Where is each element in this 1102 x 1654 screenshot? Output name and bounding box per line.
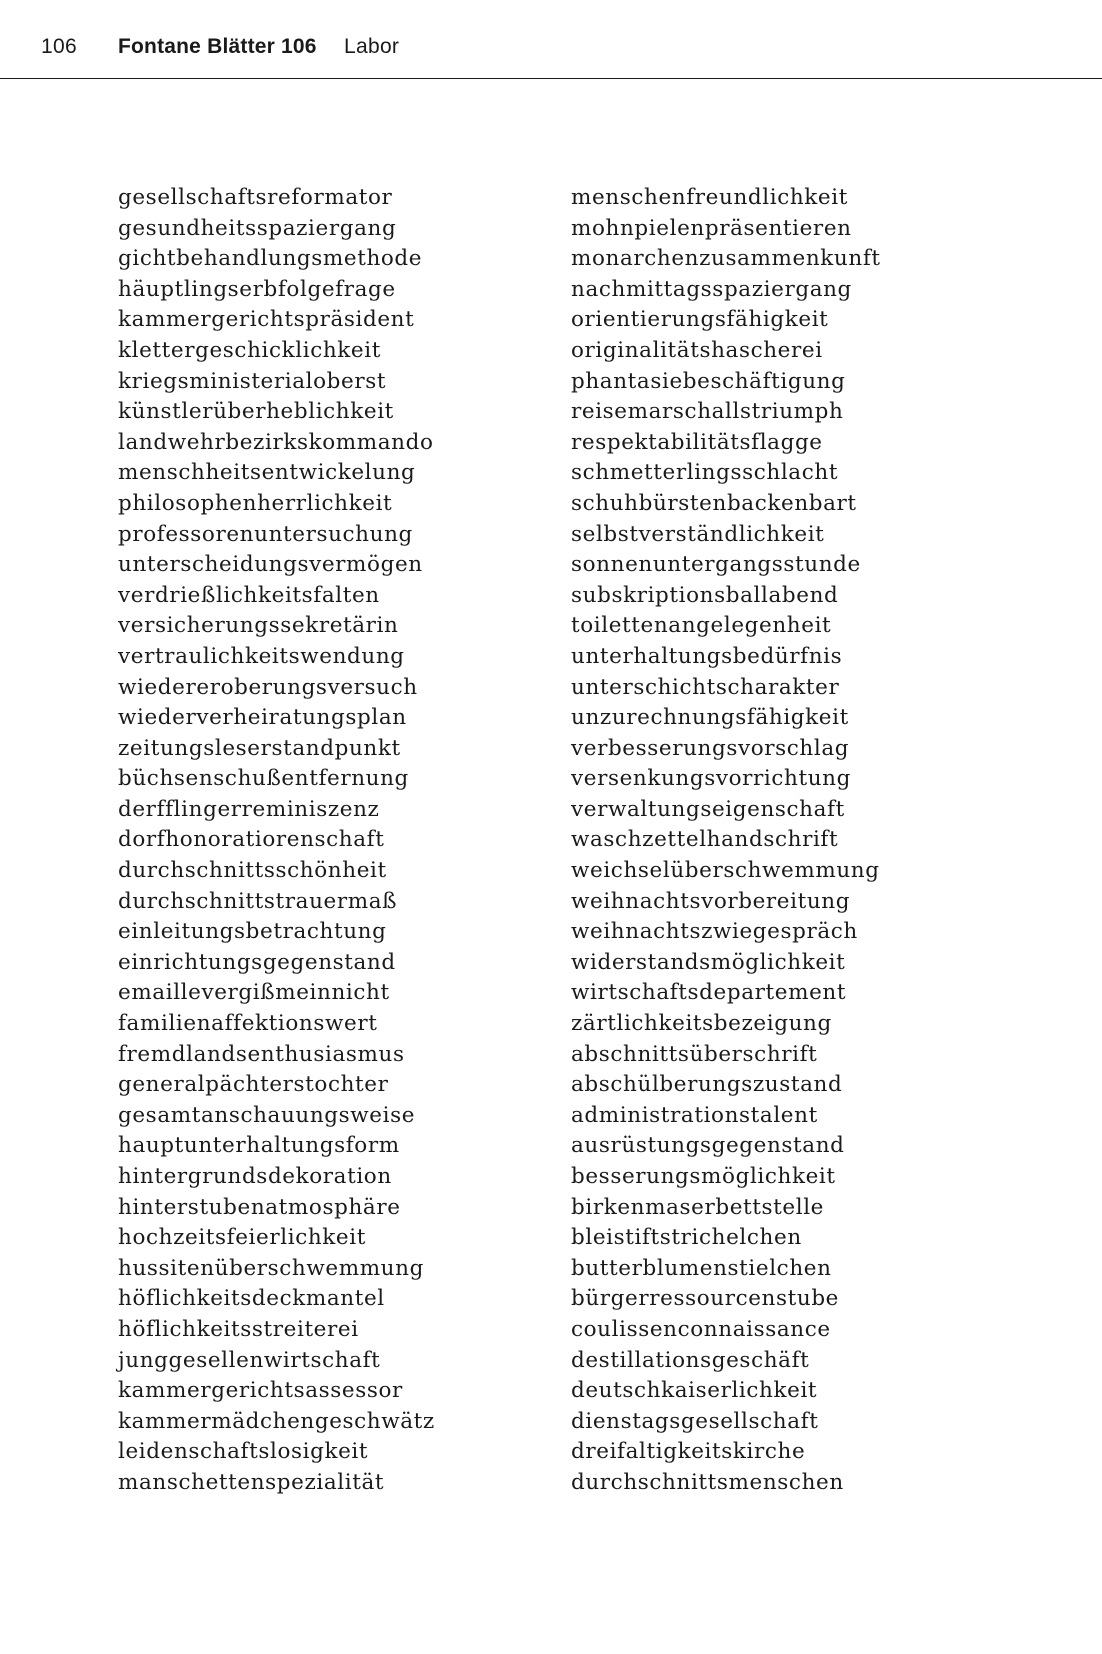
word-list-item: leidenschaftslosigkeit <box>118 1439 369 1465</box>
word-list-item: sonnenuntergangsstunde <box>571 552 861 578</box>
word-list-item: orientierungsfähigkeit <box>571 307 829 333</box>
word-list-item: einleitungsbetrachtung <box>118 919 387 945</box>
word-list-item: destillationsgeschäft <box>571 1347 810 1373</box>
word-list-item: verbesserungsvorschlag <box>571 735 850 761</box>
word-list-item: durchschnittstrauermaß <box>118 888 398 914</box>
word-list-item: verwaltungseigenschaft <box>571 796 845 822</box>
word-list-item: höflichkeitsdeckmantel <box>118 1286 385 1312</box>
word-list-item: dreifaltigkeitskirche <box>571 1439 806 1465</box>
word-list-item: abschülberungszustand <box>571 1072 843 1098</box>
word-list-item: wiederverheiratungsplan <box>118 705 407 731</box>
word-list-item: häuptlingserbfolgefrage <box>118 276 396 302</box>
word-list-item: gesamtanschauungsweise <box>118 1102 416 1128</box>
word-list-item: versicherungssekretärin <box>118 613 399 639</box>
word-list-item: zärtlichkeitsbezeigung <box>571 1011 832 1037</box>
journal-title: Fontane Blätter 106 <box>118 35 317 58</box>
word-list-item: weichselüberschwemmung <box>571 858 880 884</box>
word-list-item: ausrüstungsgegenstand <box>571 1133 845 1159</box>
word-list-item: besserungsmöglichkeit <box>571 1164 836 1189</box>
word-list-item: zeitungsleserstandpunkt <box>118 735 401 761</box>
word-list-item: dorfhonoratiorenschaft <box>118 827 385 853</box>
word-list-item: professorenuntersuchung <box>118 521 413 547</box>
word-list-item: höflichkeitsstreiterei <box>118 1316 359 1342</box>
word-list-item: schmetterlingsschlacht <box>571 460 839 486</box>
word-list-item: bürgerressourcenstube <box>571 1286 840 1312</box>
word-list-item: schuhbürstenbackenbart <box>571 490 857 516</box>
word-list-item: durchschnittsmenschen <box>571 1469 844 1495</box>
word-list-item: butterblumenstielchen <box>571 1255 832 1281</box>
word-list-item: landwehrbezirkskommando <box>118 429 434 455</box>
word-list-item: gesellschaftsreformator <box>118 185 393 210</box>
word-list-item: monarchenzusammenkunft <box>571 246 881 272</box>
word-list-item: derfflingerreminiszenz <box>118 796 380 822</box>
word-list-item: deutschkaiserlichkeit <box>571 1378 818 1404</box>
word-list-item: toilettenangelegenheit <box>571 613 832 639</box>
word-list-item: manschettenspezialität <box>118 1469 385 1495</box>
running-header <box>0 0 1102 79</box>
word-list-item: hintergrundsdekoration <box>118 1164 392 1189</box>
word-list-item: büchsenschußentfernung <box>118 766 409 792</box>
word-list-item: reisemarschallstriumph <box>571 399 844 425</box>
word-list-item: weihnachtsvorbereitung <box>571 888 851 914</box>
word-list-item: emaillevergißmeinnicht <box>118 980 390 1006</box>
word-list-item: gichtbehandlungsmethode <box>118 246 423 272</box>
word-list-item: junggesellenwirtschaft <box>118 1347 381 1373</box>
word-list-item: unterhaltungsbedürfnis <box>571 643 843 669</box>
word-list-item: selbstverständlichkeit <box>571 521 825 547</box>
word-list-item: coulissenconnaissance <box>571 1316 831 1342</box>
word-list-item: kammermädchengeschwätz <box>118 1408 435 1434</box>
word-list-item: wiedereroberungsversuch <box>118 674 418 700</box>
word-list-item: unterschichtscharakter <box>571 674 840 700</box>
word-list-item: künstlerüberheblichkeit <box>118 399 394 425</box>
word-list-item: versenkungsvorrichtung <box>571 766 851 792</box>
word-list-item: kammergerichtsassessor <box>118 1378 403 1404</box>
word-list-item: klettergeschicklichkeit <box>118 337 381 363</box>
word-list-item: menschheitsentwickelung <box>118 460 416 486</box>
word-list-item: birkenmaserbettstelle <box>571 1194 824 1220</box>
word-list-item: dienstagsgesellschaft <box>571 1408 819 1434</box>
word-list-item: verdrießlichkeitsfalten <box>118 582 380 608</box>
word-list-item: generalpächterstochter <box>118 1072 389 1098</box>
word-list-item: hochzeitsfeierlichkeit <box>118 1225 366 1251</box>
word-list-item: fremdlandsenthusiasmus <box>118 1041 405 1067</box>
word-list-item: hussitenüberschwemmung <box>118 1255 424 1281</box>
word-column-left <box>118 183 435 1499</box>
word-list-item: philosophenherrlichkeit <box>118 490 393 516</box>
page-number: 106 <box>41 35 77 58</box>
word-list-item: menschenfreundlichkeit <box>571 185 848 210</box>
word-list-item: waschzettelhandschrift <box>571 827 839 853</box>
word-list-item: nachmittagsspaziergang <box>571 276 852 302</box>
word-list-item: originalitätshascherei <box>571 337 823 363</box>
word-list-item: widerstandsmöglichkeit <box>571 949 846 975</box>
word-list-item: respektabilitätsflagge <box>571 429 823 455</box>
word-list-item: durchschnittsschönheit <box>118 858 387 884</box>
word-list-item: bleistiftstrichelchen <box>571 1225 802 1251</box>
word-list-item: familienaffektionswert <box>118 1011 378 1037</box>
word-list-item: administrationstalent <box>571 1102 818 1128</box>
word-list-item: gesundheitsspaziergang <box>118 215 397 241</box>
word-list-item: wirtschaftsdepartement <box>571 980 847 1006</box>
word-list-item: mohnpielenpräsentieren <box>571 215 852 241</box>
word-list-item: subskriptionsballabend <box>571 582 839 608</box>
word-list-item: unzurechnungsfähigkeit <box>571 705 849 731</box>
word-list-item: weihnachtszwiegespräch <box>571 919 858 945</box>
word-list-item: unterscheidungsvermögen <box>118 552 423 578</box>
word-list-item: abschnittsüberschrift <box>571 1041 818 1067</box>
word-list-item: kammergerichtspräsident <box>118 307 415 333</box>
word-list-item: kriegsministerialoberst <box>118 368 387 394</box>
word-column-right <box>571 183 881 1499</box>
section-name: Labor <box>344 35 400 58</box>
word-list-item: phantasiebeschäftigung <box>571 368 846 394</box>
word-list-item: hinterstubenatmosphäre <box>118 1194 401 1220</box>
word-list-item: hauptunterhaltungsform <box>118 1133 400 1159</box>
word-list-item: einrichtungsgegenstand <box>118 949 396 975</box>
word-list-item: vertraulichkeitswendung <box>118 643 405 669</box>
